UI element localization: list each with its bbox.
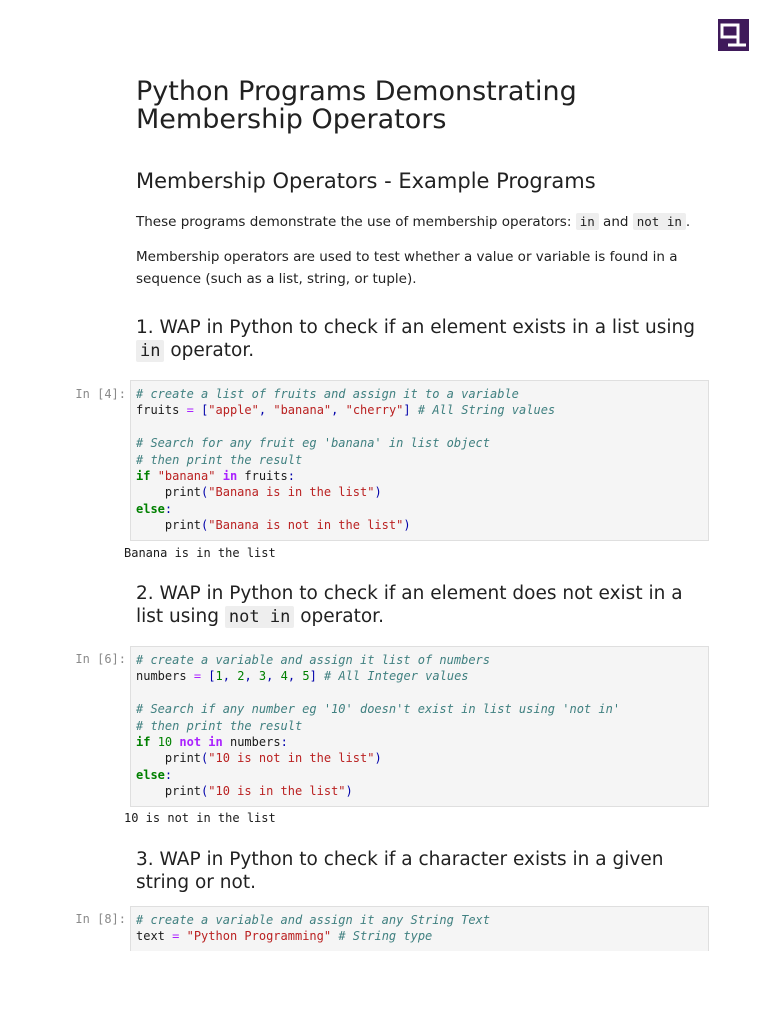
page-subtitle: Membership Operators - Example Programs	[136, 169, 596, 193]
section-1-heading-text: 1. WAP in Python to check if an element exists in a list using	[136, 317, 695, 338]
code-var: text	[136, 929, 165, 944]
code-builtin: print	[164, 485, 202, 500]
code-comment: # Search if any number eg '10' doesn't exist in list using 'not in'	[136, 702, 621, 717]
code-comment: # All String values	[417, 403, 556, 418]
code-var: fruits	[136, 403, 180, 418]
code-operator: =	[193, 669, 202, 684]
cell-2-prompt: In [6]:	[75, 652, 126, 666]
code-number: 10	[157, 735, 173, 750]
code-number: 3	[258, 669, 267, 684]
code-comment: # All Integer values	[324, 669, 469, 684]
intro-paragraph	[136, 211, 696, 233]
code-cell-3-source	[131, 907, 708, 945]
intro-and: and	[598, 214, 633, 230]
code-builtin: print	[164, 518, 202, 533]
code-comment: # create a variable and assign it any String Text	[136, 913, 491, 927]
section-3-heading: 3. WAP in Python to check if a character exists in a given string or not.	[136, 849, 664, 893]
cell-1-prompt: In [4]:	[75, 387, 126, 401]
code-cell-2-source: # create a variable and assign it list of numbers numbers = [1, 2, 3, 4, 5] # All Integer values # Search if any number eg '10' doesn't exist in list using 'not in' # then print the result if 10 not in numbers: print("10 is not in the list") else: print("10 is in the list")	[136, 653, 621, 799]
description-paragraph: Membership operators are used to test whether a value or variable is found in a sequence (such as a list, string, or tuple).	[136, 249, 678, 287]
cell-1-output: Banana is in the list	[124, 546, 276, 560]
code-number: 4	[280, 669, 288, 684]
section-2-heading-tail: operator.	[294, 606, 384, 627]
code-comment: # Search for any fruit eg 'banana' in list object	[136, 436, 491, 451]
code-comment: # then print the result	[136, 718, 303, 733]
section-1-heading	[136, 316, 696, 363]
code-operator: =	[172, 929, 180, 944]
code-keyword: else	[136, 501, 165, 516]
code-var: fruits	[244, 469, 288, 484]
code-string: "Python Programming"	[186, 929, 332, 944]
code-keyword: if	[136, 735, 151, 750]
code-cell-2[interactable]	[130, 646, 709, 807]
page-title: Python Programs Demonstrating Membership Operators	[136, 76, 577, 135]
code-string: "apple"	[208, 403, 259, 418]
code-keyword: in	[222, 469, 238, 484]
code-number: 2	[237, 669, 245, 684]
section-1-heading-tail: operator.	[164, 340, 255, 361]
code-operator: =	[186, 403, 194, 418]
code-comment: # then print the result	[136, 452, 303, 467]
code-string: "cherry"	[345, 403, 404, 418]
code-var: numbers	[136, 669, 187, 684]
code-builtin: print	[164, 751, 202, 766]
inline-code-in: in	[576, 213, 599, 230]
code-builtin: print	[164, 784, 202, 799]
cell-2-output: 10 is not in the list	[124, 811, 276, 825]
code-var: numbers	[229, 735, 281, 750]
code-string: "banana"	[273, 403, 332, 418]
code-string: "10 is in the list"	[208, 784, 346, 799]
code-string: "Banana is not in the list"	[208, 518, 404, 533]
brand-logo	[718, 19, 749, 51]
code-keyword: not	[179, 735, 202, 750]
cell-3-prompt: In [8]:	[75, 912, 126, 926]
intro-text: These programs demonstrate the use of membership operators:	[136, 214, 576, 230]
code-number: 1	[215, 669, 223, 684]
section-2-heading	[136, 582, 696, 629]
code-keyword: in	[208, 735, 223, 750]
code-keyword: if	[136, 469, 151, 484]
code-string: "banana"	[157, 469, 216, 484]
section-2-heading-text: 2. WAP in Python to check if an element does not exist in a list using	[136, 583, 683, 627]
code-cell-1[interactable]	[130, 380, 709, 541]
code-cell-1-source: # create a list of fruits and assign it to a variable fruits = ["apple", "banana", "cherry"] # All String values # Search for any fruit eg 'banana' in list object # then print the result if "banana" in fruits: print("Banana is in the list") else: print("Banana is not in the list")	[136, 387, 556, 533]
code-number: 5	[302, 669, 310, 684]
section-2-heading-code: not in	[225, 606, 294, 628]
code-comment: # String type	[338, 929, 433, 944]
code-string: "Banana is in the list"	[208, 485, 375, 500]
code-string: "10 is not in the list"	[208, 751, 375, 766]
intro-period: .	[685, 214, 691, 230]
code-comment: # create a list of fruits and assign it to a variable	[136, 387, 519, 401]
code-cell-3[interactable]	[130, 906, 709, 951]
code-keyword: else	[136, 767, 165, 782]
inline-code-not-in: not in	[633, 213, 686, 230]
section-1-heading-code: in	[136, 340, 164, 362]
code-comment: # create a variable and assign it list of numbers	[136, 653, 491, 667]
